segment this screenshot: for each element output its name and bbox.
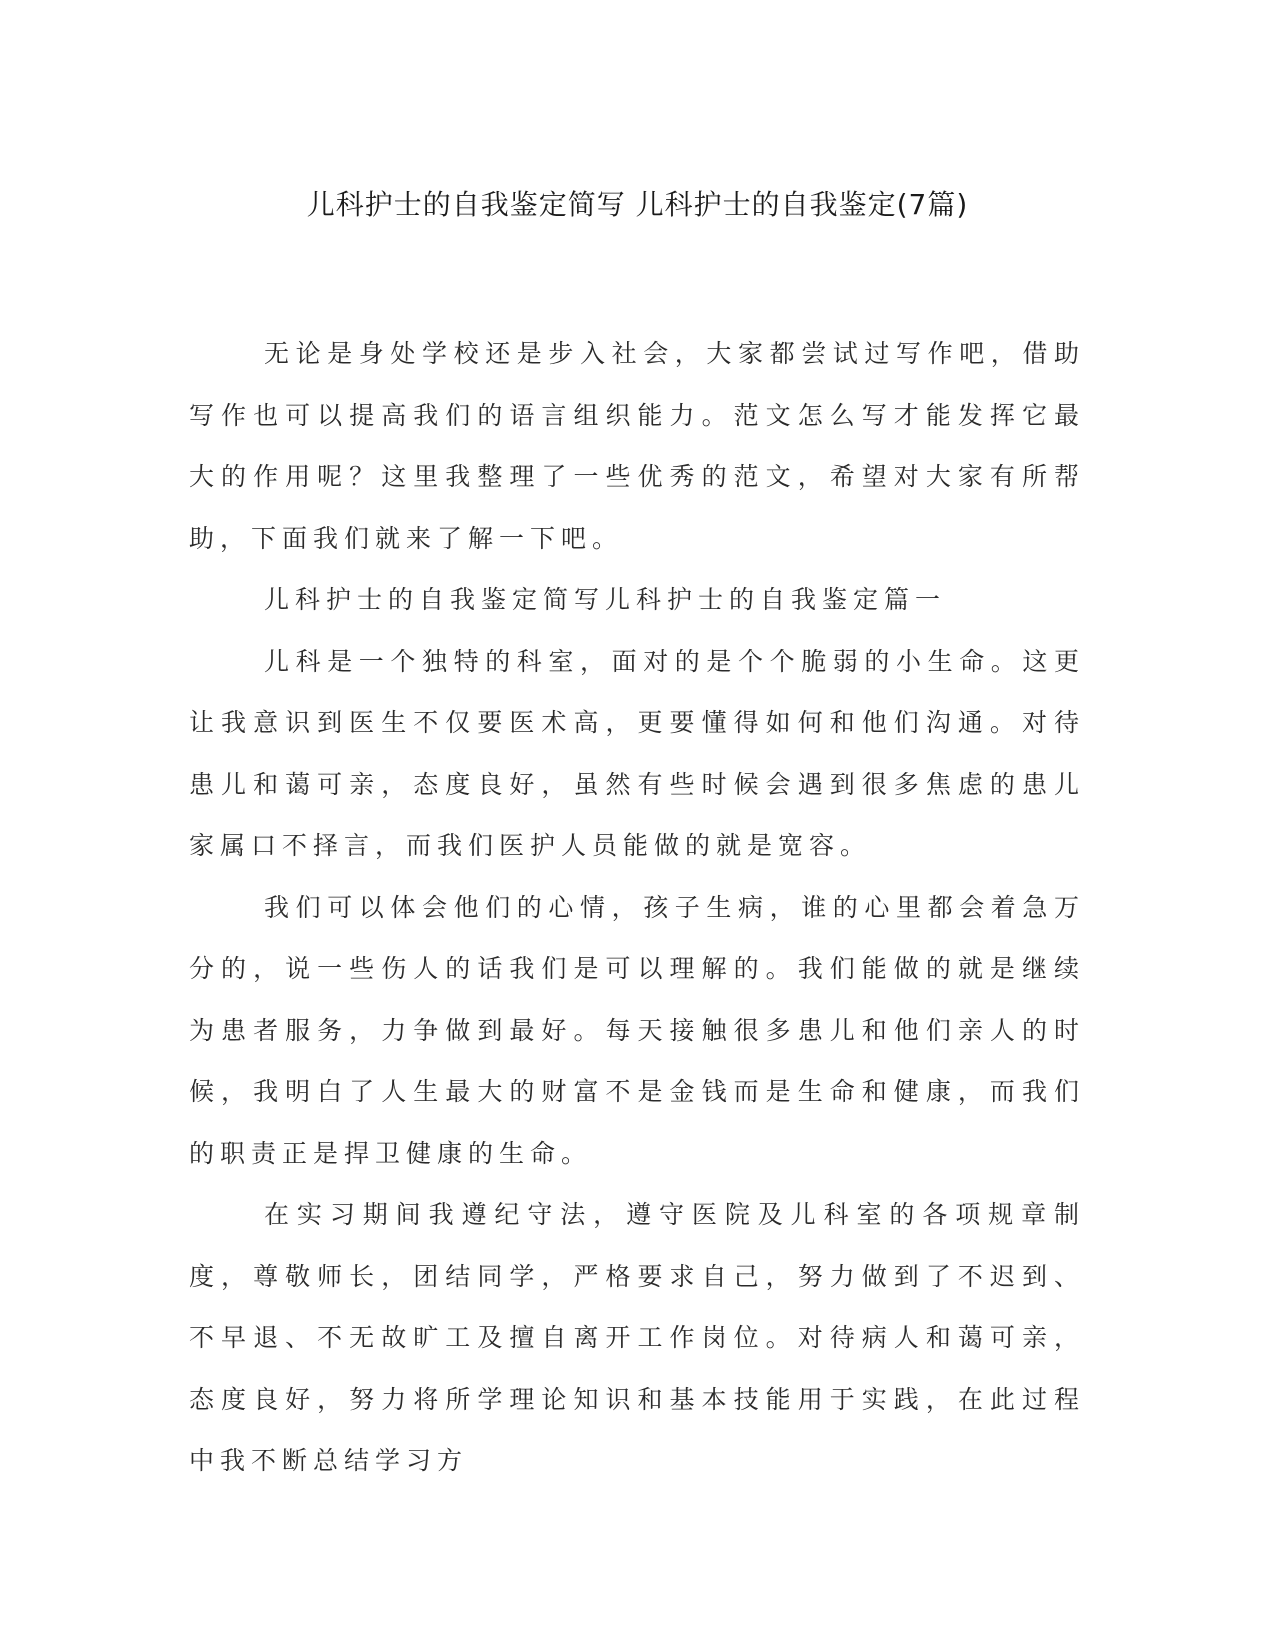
- paragraph-section-heading: 儿科护士的自我鉴定简写儿科护士的自我鉴定篇一: [264, 585, 947, 614]
- document-title: 儿科护士的自我鉴定简写 儿科护士的自我鉴定(7篇): [306, 188, 969, 221]
- paragraph-understanding: 我们可以体会他们的心情，孩子生病，谁的心里都会着急万分的，说一些伤人的话我们是可以理解的。我们能做的就是继续为患者服务，力争做到最好。每天接触很多患儿和他们亲人的时候，我明白了人生最大的财富不是金钱而是生命和健康，而我们的职责正是捍卫健康的生命。: [189, 892, 1085, 1168]
- paragraph-intro: 无论是身处学校还是步入社会，大家都尝试过写作吧，借助写作也可以提高我们的语言组织能力。范文怎么写才能发挥它最大的作用呢？这里我整理了一些优秀的范文，希望对大家有所帮助，下面我们就来了解一下吧。: [189, 339, 1085, 553]
- paragraph-internship: 在实习期间我遵纪守法，遵守医院及儿科室的各项规章制度，尊敬师长，团结同学，严格要求自己，努力做到了不迟到、不早退、不无故旷工及擅自离开工作岗位。对待病人和蔼可亲，态度良好，努力将所学理论知识和基本技能用于实践，在此过程中我不断总结学习方: [189, 1200, 1085, 1475]
- paragraph-pediatrics: 儿科是一个独特的科室，面对的是个个脆弱的小生命。这更让我意识到医生不仅要医术高，更要懂得如何和他们沟通。对待患儿和蔼可亲，态度良好，虽然有些时候会遇到很多焦虑的患儿家属口不择言，而我们医护人员能做的就是宽容。: [189, 646, 1085, 860]
- document-body: [189, 323, 1085, 1492]
